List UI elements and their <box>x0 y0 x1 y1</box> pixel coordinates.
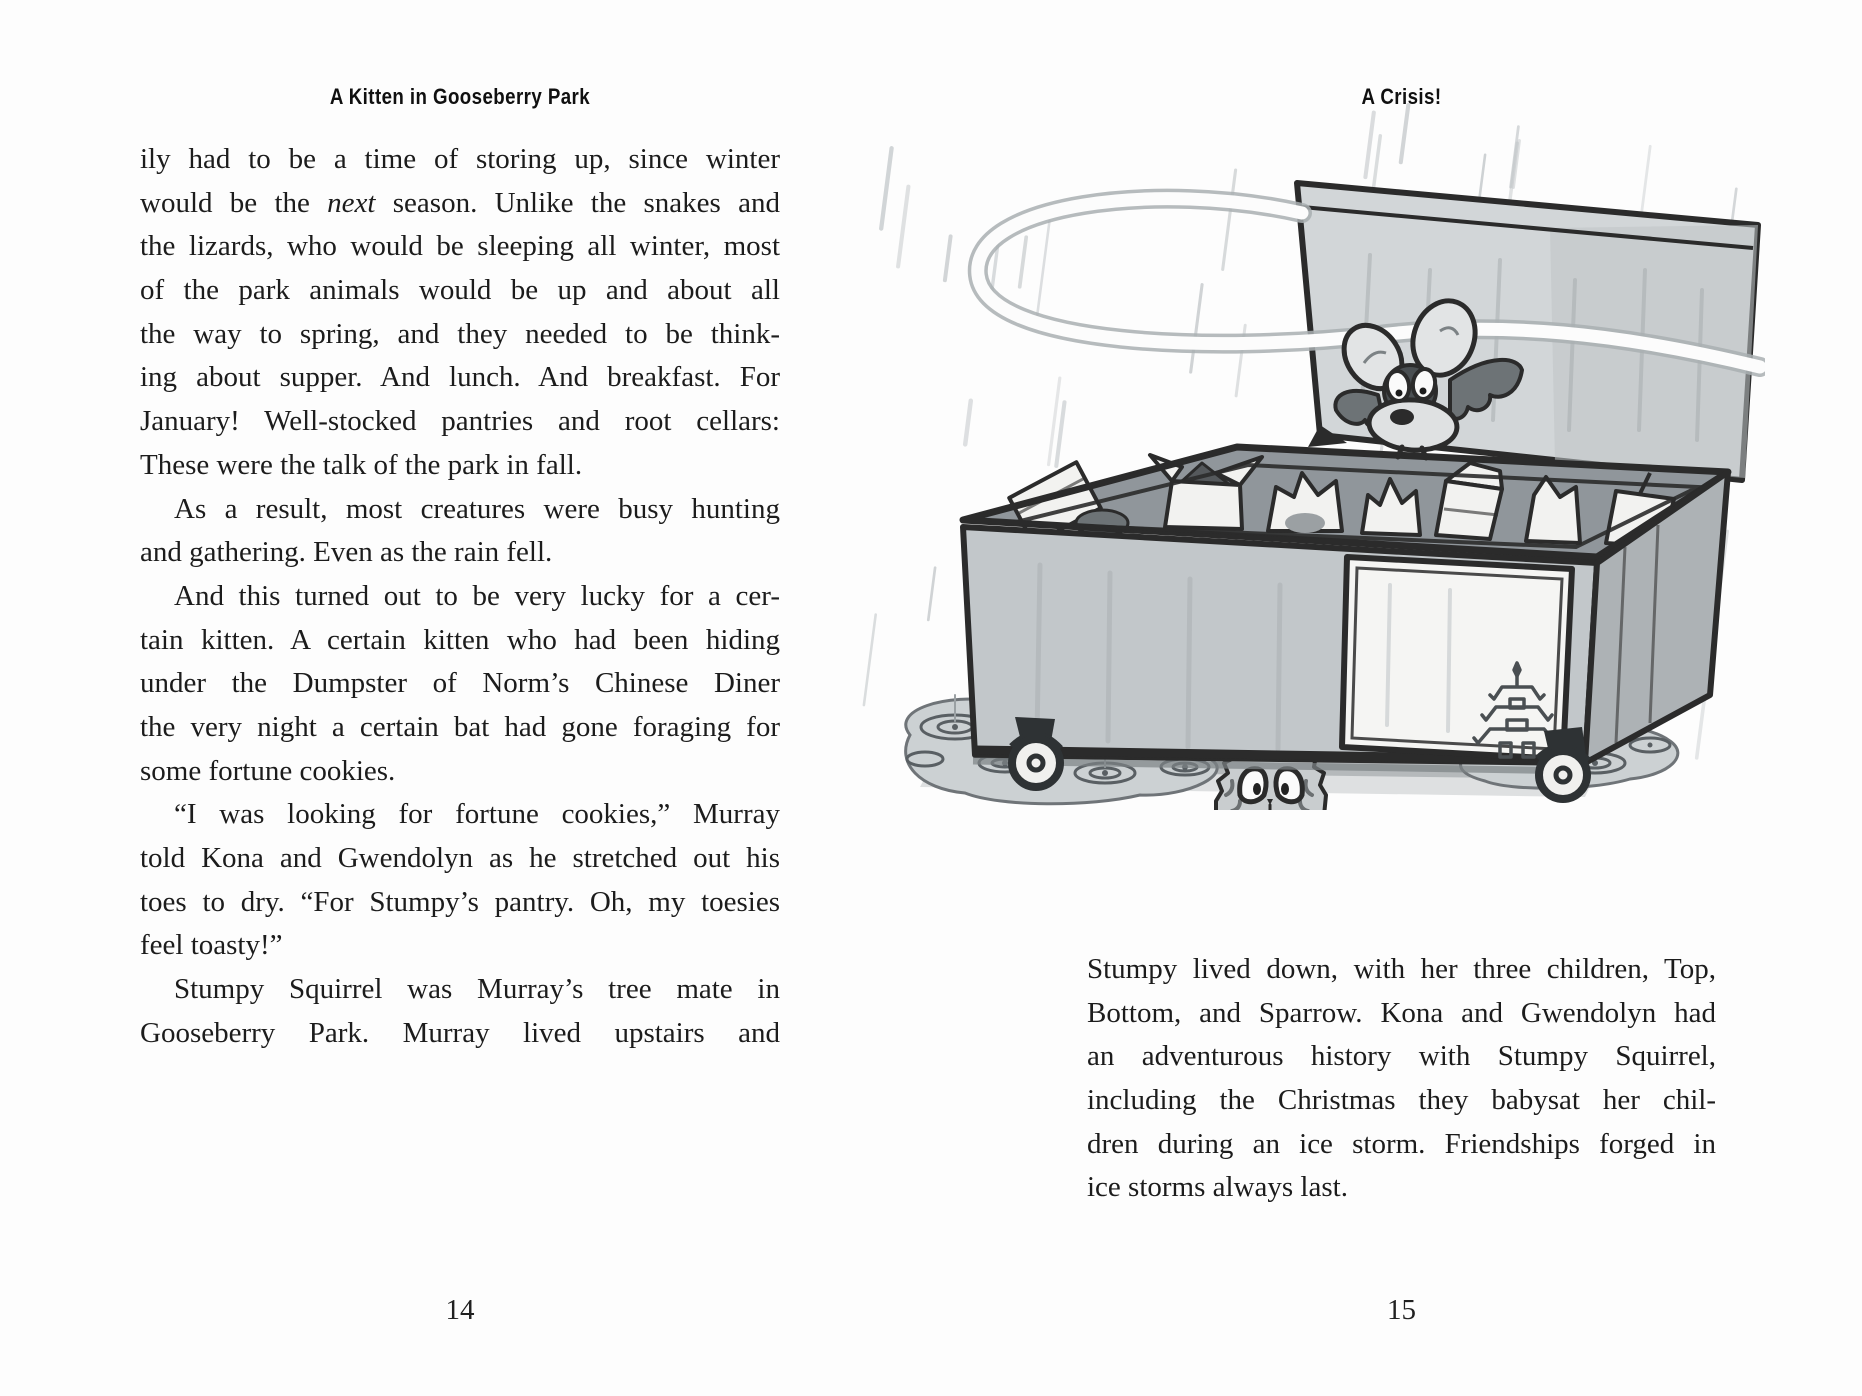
dumpster-body <box>963 447 1728 799</box>
door-panel <box>1342 557 1572 759</box>
text-line: These were the talk of the park in fall. <box>140 448 583 481</box>
text-line: ice storms always last. <box>1087 1171 1348 1204</box>
text-line: As a result, most creatures were busy hunting <box>174 492 780 525</box>
text-line: ily had to be a time of storing up, since winter <box>140 143 780 175</box>
text-line: January! Well-stocked pantries and root cellars: <box>140 405 780 438</box>
dumpster-illustration <box>850 95 1765 810</box>
text-line: “I was looking for fortune cookies,” Murray <box>174 798 780 831</box>
text-line: toes to dry. “For Stumpy’s pantry. Oh, my toesies <box>140 885 780 918</box>
text-line: feel toasty!” <box>140 929 283 962</box>
text-line: And this turned out to be very lucky for a cer- <box>174 579 780 612</box>
text-line: under the Dumpster of Norm’s Chinese Diner <box>140 667 780 700</box>
text-line: tain kitten. A certain kitten who had been hiding <box>140 623 780 656</box>
text-line: Gooseberry Park. Murray lived upstairs and <box>140 1016 780 1049</box>
text-line: ing about supper. And lunch. And breakfast. For <box>140 361 780 394</box>
text-line: an adventurous history with Stumpy Squirrel, <box>1087 1040 1716 1073</box>
paragraph <box>140 968 780 1055</box>
left-page-number: 14 <box>445 1294 475 1326</box>
left-running-head: A Kitten in Gooseberry Park <box>329 84 591 109</box>
text-line: the very night a certain bat had gone foraging for <box>140 710 780 743</box>
illustration-svg <box>850 95 1765 810</box>
text-line: some fortune cookies. <box>140 754 396 787</box>
text-line: Stumpy lived down, with her three children, Top, <box>1087 953 1716 985</box>
right-body-text <box>1087 948 1716 1210</box>
text-line: the lizards, who would be sleeping all winter, most <box>140 230 780 263</box>
text-line: the way to spring, and they needed to be think- <box>140 317 780 350</box>
text-line: and gathering. Even as the rain fell. <box>140 536 553 569</box>
caster-wheel-left <box>1012 717 1060 787</box>
paragraph <box>140 488 780 575</box>
text-line: Bottom, and Sparrow. Kona and Gwendolyn had <box>1087 996 1716 1029</box>
left-body-text <box>140 138 780 1055</box>
text-line: Stumpy Squirrel was Murray’s tree mate in <box>174 973 780 1006</box>
text-line: dren during an ice storm. Friendships forged in <box>1087 1127 1716 1160</box>
right-running-head: A Crisis! <box>1361 84 1442 109</box>
text-line: of the park animals would be up and about all <box>140 274 780 307</box>
text-line: told Kona and Gwendolyn as he stretched out his <box>140 842 780 874</box>
text-line: would be the next season. Unlike the snakes and <box>140 186 780 219</box>
paragraph <box>1087 948 1716 1210</box>
paragraph <box>140 575 780 793</box>
right-page-number: 15 <box>1387 1294 1416 1326</box>
paragraph <box>140 138 780 488</box>
text-line: including the Christmas they babysat her chil- <box>1087 1084 1716 1117</box>
paragraph <box>140 793 780 968</box>
